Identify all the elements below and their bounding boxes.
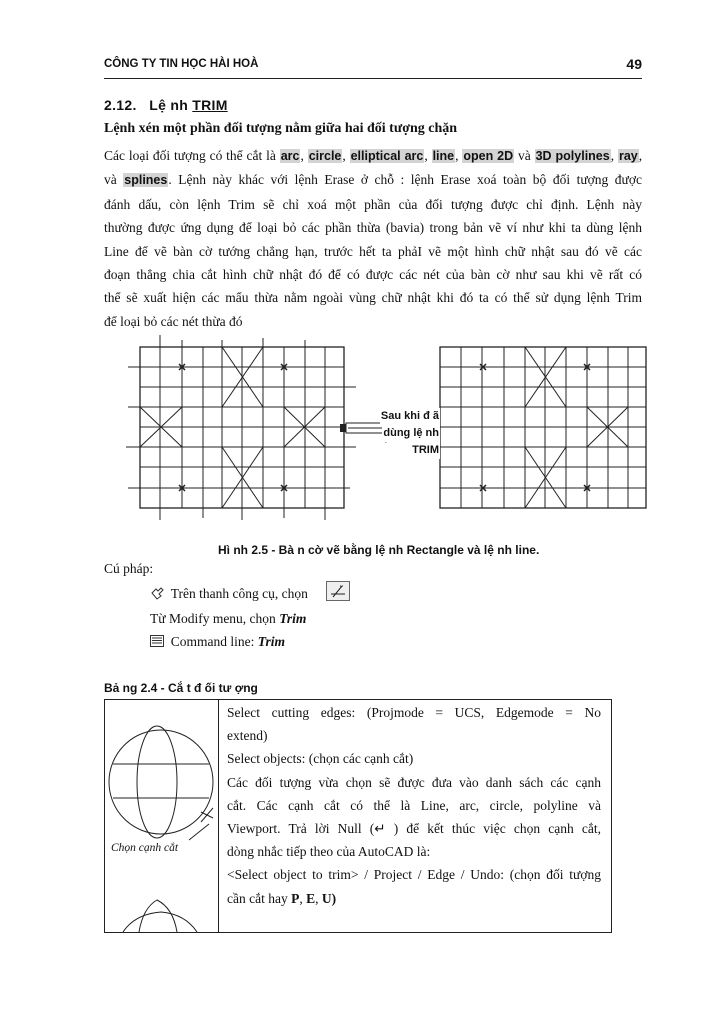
table-description: Select cutting edges: (Projmode = UCS, Edgemode = No extend) Select objects: (chọn các cạnh cắt) Các đối tượng vừa chọn sẽ được đưa vào danh sách các cạnh cắt. Các cạnh cắt có thể là Line, arc, circle, polyline và Viewport. Trả lời Null (↵ ) để kết thúc việc chọn cạnh cắt, dòng nhắc tiếp theo của AutoCAD là: <Select object to trim> / Project / Edge / Undo: (chọn đối tượng cần cắt hay P, E, U) (227, 705, 601, 906)
term-circle: circle (308, 149, 342, 163)
para-line: Line để vẽ bàn cờ tướng chẳng hạn, trước hết ta phảI vẽ một hình chữ nhật sau đó vẽ các (104, 243, 642, 259)
term-arc: arc (280, 149, 300, 163)
para-line: để loại bỏ các nét thừa đó (104, 313, 243, 329)
table-divider (218, 699, 219, 933)
board-before-trim (126, 335, 356, 520)
syntax-label: Cú pháp: (104, 561, 154, 576)
section-title-command: TRIM (192, 97, 228, 113)
figure-caption: Hì nh 2.5 - Bà n cờ vẽ bằng lệ nh Rectangle và lệ nh line. (218, 543, 540, 557)
term-splines: splines (124, 173, 168, 188)
syntax-modify-menu: Từ Modify menu, chọn Trim (150, 611, 307, 626)
term-line: line (432, 149, 455, 163)
trim-icon (327, 582, 349, 600)
term-ray: ray (618, 149, 638, 163)
syntax-toolbar: Trên thanh công cụ, chọn (150, 586, 308, 602)
section-title-prefix: Lệ nh (149, 97, 189, 113)
section-number: 2.12. (104, 97, 137, 113)
page-number: 49 (626, 56, 642, 72)
figure-label: Chọn cạnh cắt (111, 842, 179, 854)
term-3d-polylines: 3D polylines (535, 149, 610, 163)
syntax-command-line: Command line: Trim (150, 634, 285, 650)
para-line: thường được ứng dụng để loại bỏ các phần thừa (bavia) trong bản vẽ ví như khi ta dùng lệnh (104, 220, 642, 236)
board-after-trim (440, 347, 646, 508)
trim-annotation: Sau khi đ ã dùng lệ nh TRIM (374, 408, 440, 459)
toolbar-hand-icon (150, 586, 164, 600)
trim-tool-icon[interactable] (326, 581, 350, 601)
para-line: đoạn thẳng chia cắt hình chữ nhật đó để có được các nét của bàn cờ như sau khi vẽ rất có (104, 267, 642, 283)
keyboard-icon (150, 635, 164, 647)
table-caption: Bả ng 2.4 - Cắ t đ ối tư ợng (104, 681, 258, 695)
section-subtitle: Lệnh xén một phần đối tượng nằm giữa hai đối tượng chặn (104, 121, 458, 136)
para-line: Các loại đối tượng có thể cắt là arc, circle, elliptical arc, line, open 2D và 3D polylines, ray, (104, 148, 643, 163)
para-line: thể sẽ xuất hiện các mẩu thừa nằm ngoài vùng chữ nhật khi đó ta có thể sử dụng lệnh Trim (104, 290, 642, 306)
para-line: đánh dấu, còn lệnh Trim sẽ chỉ xoá một phần của đối tượng được chỉ định. Lệnh này (104, 196, 642, 212)
para-line: và splines. Lệnh này khác với lệnh Erase ở chỗ : lệnh Erase xoá toàn bộ đối tượng được (104, 172, 642, 188)
header-company: CÔNG TY TIN HỌC HÀI HOÀ (104, 58, 259, 70)
term-open-2d: open 2D (463, 149, 514, 163)
term-elliptical-arc: elliptical arc (350, 149, 424, 163)
trim-circles-figure (105, 700, 217, 932)
